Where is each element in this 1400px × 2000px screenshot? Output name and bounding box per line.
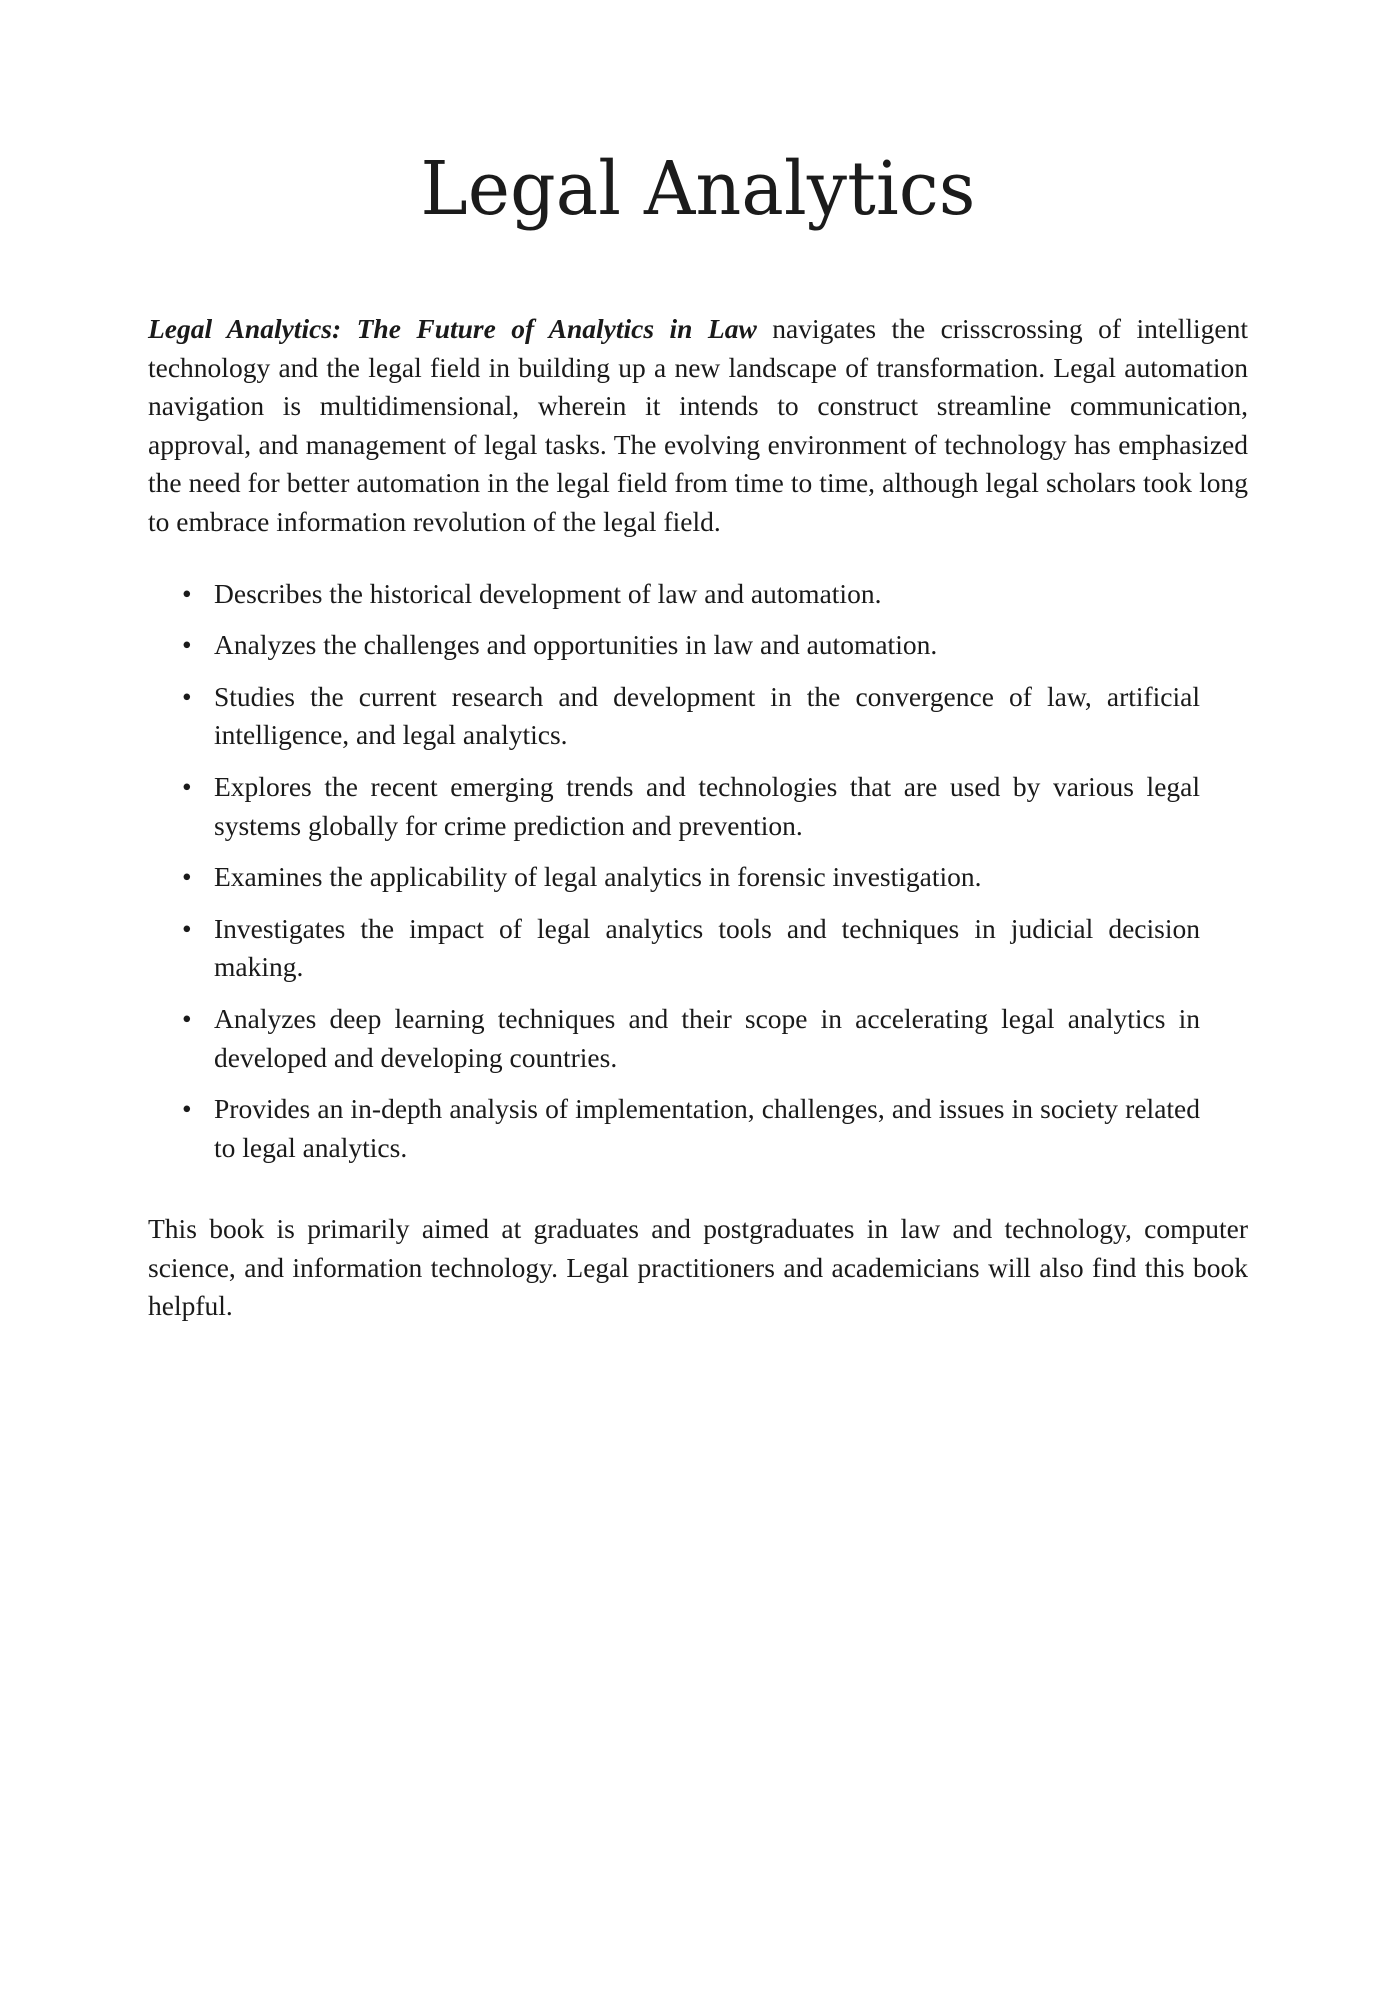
page-title: Legal Analytics [420, 146, 976, 232]
intro-paragraph-body: navigates the crisscrossing of intelligent technology and the legal field in building up a new landscape of transformation. Legal automation navigation is multidimensional, wherein it intends to construct streamline communication, approval, and management of legal tasks. The evolving environment of technology has emphasized the need for better automation in the legal field from time to time, although legal scholars took long to embrace information revolution of the legal field. [148, 313, 1248, 537]
list-item-text: Explores the recent emerging trends and technologies that are used by various legal systems globally for crime prediction and prevention. [214, 770, 1200, 841]
closing-paragraph: This book is primarily aimed at graduates and postgraduates in law and technology, computer science, and information technology. Legal practitioners and academicians will also find this book helpful. [148, 1213, 1248, 1322]
features-list [148, 542, 1248, 1168]
list-item-text: Analyzes deep learning techniques and their scope in accelerating legal analytics in developed and developing countries. [214, 1002, 1200, 1073]
list-item-text: Analyzes the challenges and opportunities in law and automation. [214, 629, 938, 661]
list-item-text: Examines the applicability of legal analytics in forensic investigation. [214, 861, 982, 893]
list-item [148, 626, 1248, 665]
list-item-text: Describes the historical development of law and automation. [214, 577, 882, 609]
list-item [148, 1090, 1248, 1167]
list-item [148, 575, 1248, 614]
series-title: Legal Analytics: The Future of Analytics in Law [148, 313, 757, 344]
list-item-text: Investigates the impact of legal analytics tools and techniques in judicial decision making. [214, 912, 1200, 983]
list-item-text: Studies the current research and development in the convergence of law, artificial intelligence, and legal analytics. [214, 680, 1200, 751]
page-content [148, 0, 1248, 1365]
list-item [148, 768, 1248, 845]
intro-paragraph [148, 226, 1248, 542]
list-item-text: Provides an in-depth analysis of implementation, challenges, and issues in society related to legal analytics. [214, 1093, 1200, 1163]
list-item [148, 858, 1248, 897]
list-item [148, 678, 1248, 755]
list-item [148, 1000, 1248, 1077]
list-item [148, 910, 1248, 987]
